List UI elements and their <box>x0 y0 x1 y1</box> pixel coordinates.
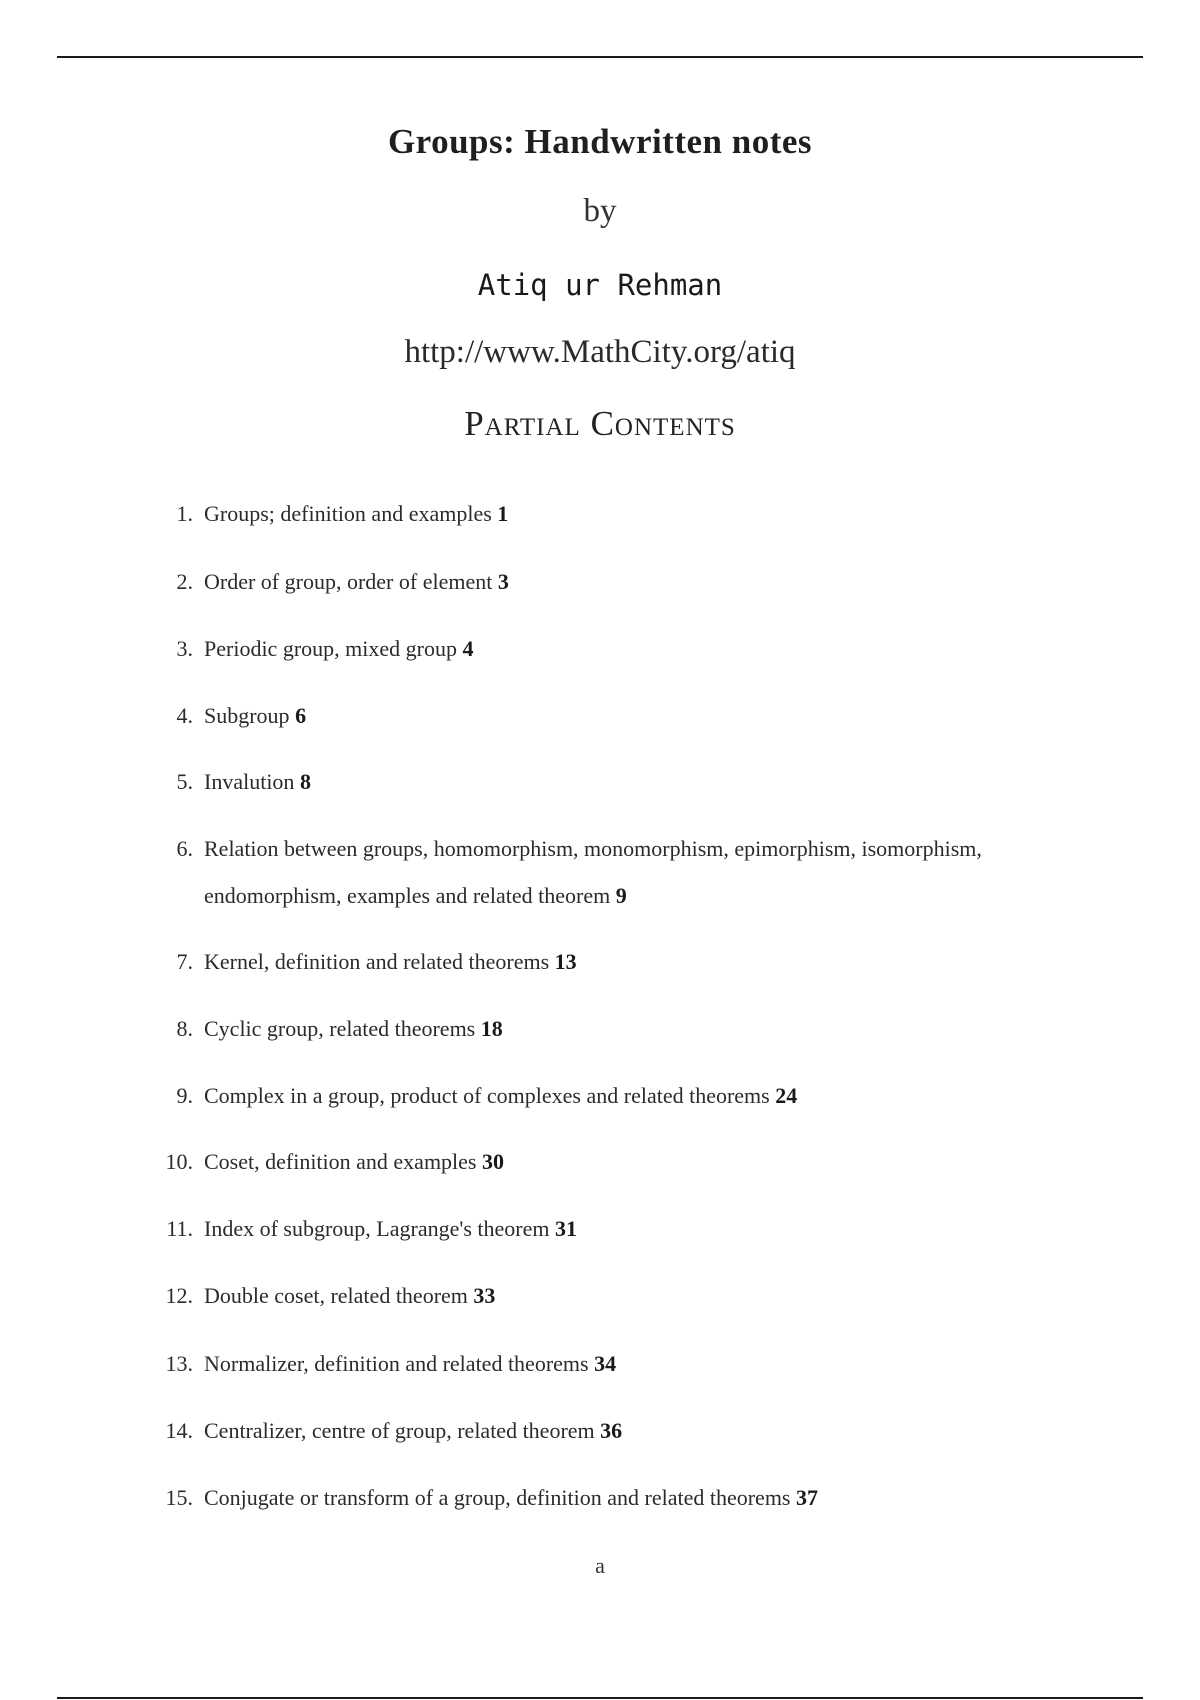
toc-item-title: Centralizer, centre of group, related theorem <box>204 1418 595 1443</box>
toc-item-title: Kernel, definition and related theorems <box>204 949 550 974</box>
toc-item-page: 31 <box>554 1216 577 1241</box>
toc-item-page: 18 <box>480 1016 503 1041</box>
toc-item-number: 11. <box>166 1216 193 1241</box>
toc-item-page: 9 <box>615 883 627 908</box>
toc-item-number: 6. <box>176 836 193 861</box>
toc-item-page: 4 <box>462 636 474 661</box>
toc-item-page: 30 <box>482 1149 504 1174</box>
toc-item-title: Groups; definition and examples <box>204 501 492 526</box>
toc-item-number: 12. <box>165 1283 193 1308</box>
author-url: http://www.MathCity.org/atiq <box>404 334 796 370</box>
toc-item-title: Order of group, order of element <box>204 569 493 594</box>
toc-item-title: Normalizer, definition and related theorems <box>204 1351 589 1376</box>
toc-item-title: Complex in a group, product of complexes and related theorems <box>204 1083 770 1108</box>
toc-item-page: 3 <box>497 569 509 594</box>
toc-item-title: Subgroup <box>204 703 290 728</box>
toc-item-number: 4. <box>176 703 193 728</box>
toc-item-page: 37 <box>796 1485 818 1510</box>
contents-heading: Partial Contents <box>464 404 736 443</box>
toc-item-title: Coset, definition and examples <box>204 1149 477 1174</box>
bottom-rule <box>57 1697 1143 1699</box>
toc-item-number: 10. <box>165 1149 193 1174</box>
toc-item-title: Relation between groups, homomorphism, monomorphism, epimorphism, isomorphism, endomorphism, examples and related theorem <box>204 836 982 908</box>
toc-item-page: 34 <box>594 1351 617 1376</box>
top-rule <box>57 56 1143 58</box>
toc-item-title: Double coset, related theorem <box>204 1283 468 1308</box>
toc-item-page: 1 <box>497 501 509 526</box>
toc-item-number: 15. <box>165 1485 193 1510</box>
toc-item-number: 8. <box>176 1016 193 1041</box>
toc-item-page: 6 <box>295 703 307 728</box>
toc-item-number: 3. <box>176 636 193 661</box>
toc-item-number: 1. <box>176 501 193 526</box>
author-name: Atiq ur Rehman <box>477 268 723 302</box>
toc-item-number: 5. <box>176 769 193 794</box>
document-title: Groups: Handwritten notes <box>387 122 813 161</box>
toc-item-number: 7. <box>176 949 193 974</box>
page-number: a <box>595 1553 605 1578</box>
byline: by <box>583 193 617 229</box>
toc-item-number: 2. <box>176 569 193 594</box>
toc-item-page: 24 <box>775 1083 798 1108</box>
toc-item-title: Periodic group, mixed group <box>204 636 457 661</box>
toc-item-title: Conjugate or transform of a group, definition and related theorems <box>204 1485 791 1510</box>
toc-item-title: Invalution <box>204 769 295 794</box>
toc-item-title: Index of subgroup, Lagrange's theorem <box>204 1216 550 1241</box>
toc-item-number: 13. <box>165 1351 193 1376</box>
toc-item-page: 13 <box>554 949 577 974</box>
toc-item-page: 8 <box>299 769 311 794</box>
toc-item-number: 14. <box>165 1418 193 1443</box>
toc-item-number: 9. <box>176 1083 193 1108</box>
toc-item-page: 36 <box>600 1418 623 1443</box>
toc-item-page: 33 <box>473 1283 496 1308</box>
toc-item-title: Cyclic group, related theorems <box>204 1016 476 1041</box>
